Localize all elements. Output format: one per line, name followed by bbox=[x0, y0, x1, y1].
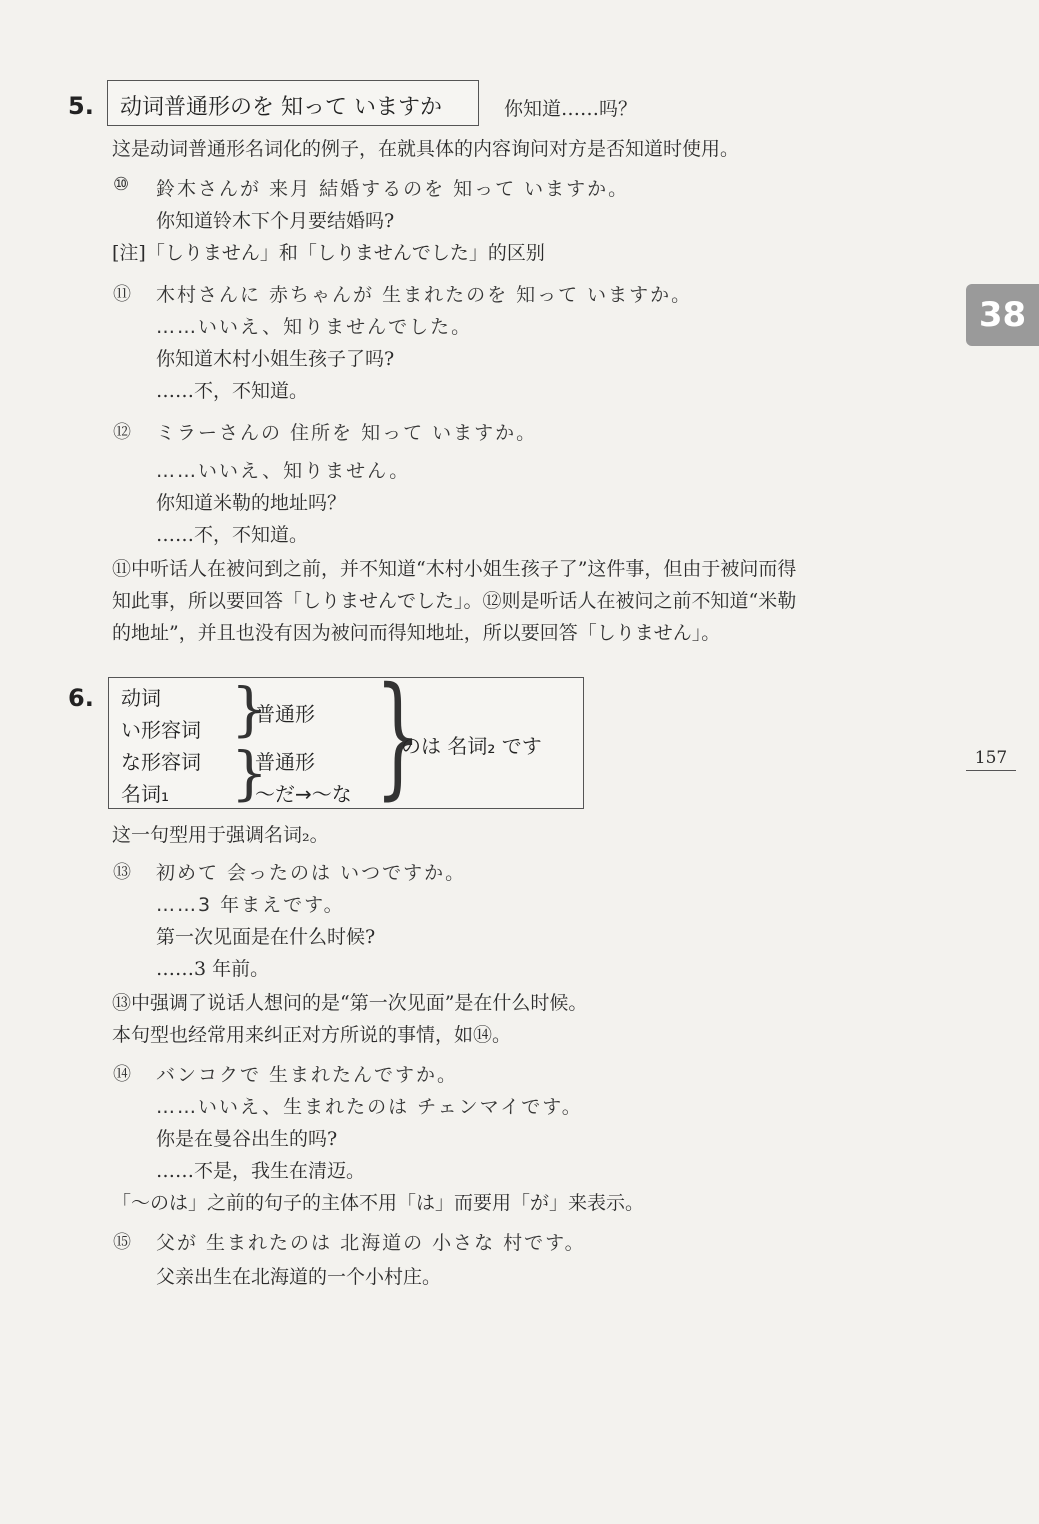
example-11-cn: 你知道木村小姐生孩子了吗? bbox=[156, 348, 395, 370]
brace-upper: } bbox=[231, 675, 268, 743]
example-13-number: ⑬ bbox=[113, 862, 131, 883]
brace-lower: } bbox=[231, 739, 268, 807]
brace-big: } bbox=[375, 659, 422, 813]
example-10-number: ⑩ bbox=[113, 174, 130, 195]
correction-usage-note: 本句型也经常用来纠正对方所说的事情，如⑭。 bbox=[112, 1024, 512, 1046]
example-14-cn-answer: ……不是，我生在清迈。 bbox=[156, 1160, 366, 1182]
section-5-explanation-line-2: 知此事，所以要回答「しりませんでした」。⑫则是听话人在被问之前不知道“米勒 bbox=[112, 590, 797, 612]
grammar-right-pattern: のは 名词₂ です bbox=[401, 734, 542, 758]
section-5-note: [注]「しりません」和「しりませんでした」的区别 bbox=[112, 242, 545, 264]
example-10-jp: 鈴木さんが 来月 結婚するのを 知って いますか。 bbox=[156, 178, 630, 200]
example-13-jp-answer: ……3 年まえです。 bbox=[156, 894, 345, 916]
example-12-cn-answer: ……不，不知道。 bbox=[156, 524, 309, 546]
chapter-tab: 38 bbox=[966, 284, 1039, 346]
example-15-number: ⑮ bbox=[113, 1232, 131, 1253]
grammar-mid-plain-form-2: 普通形 bbox=[255, 750, 315, 774]
example-14-number: ⑭ bbox=[113, 1064, 131, 1085]
section-5-intro: 这是动词普通形名词化的例子，在就具体的内容询问对方是否知道时使用。 bbox=[112, 138, 740, 160]
example-12-number: ⑫ bbox=[113, 422, 131, 443]
grammar-mid-plain-form-1: 普通形 bbox=[255, 702, 315, 726]
section-6-number: 6. bbox=[68, 684, 94, 712]
example-13-cn: 第一次见面是在什么时候? bbox=[156, 926, 376, 948]
grammar-left-noun-1: 名词₁ bbox=[121, 782, 170, 806]
grammar-left-verb: 动词 bbox=[121, 686, 161, 710]
page-number: 157 bbox=[966, 748, 1016, 771]
example-13-jp: 初めて 会ったのは いつですか。 bbox=[156, 862, 467, 884]
grammar-left-na-adjective: な形容词 bbox=[121, 750, 201, 774]
section-5-explanation-line-1: ⑪中听话人在被问到之前，并不知道“木村小姐生孩子了”这件事，但由于被问而得 bbox=[112, 558, 797, 580]
example-11-jp-answer: ……いいえ、知りませんでした。 bbox=[156, 316, 473, 338]
example-12-jp-answer: ……いいえ、知りません。 bbox=[156, 460, 411, 482]
section-5-title-translation: 你知道……吗？ bbox=[504, 98, 638, 120]
section-5-title: 动词普通形のを 知って いますか bbox=[120, 95, 442, 120]
example-14-cn: 你是在曼谷出生的吗? bbox=[156, 1128, 338, 1150]
example-10-cn: 你知道铃木下个月要结婚吗? bbox=[156, 210, 395, 232]
section-5-explanation-line-3: 的地址”，并且也没有因为被问而得知地址，所以要回答「しりません」。 bbox=[112, 622, 721, 644]
example-15-cn: 父亲出生在北海道的一个小村庄。 bbox=[156, 1266, 442, 1288]
example-12-jp: ミラーさんの 住所を 知って いますか。 bbox=[156, 422, 538, 444]
example-11-cn-answer: ……不，不知道。 bbox=[156, 380, 309, 402]
example-11-number: ⑪ bbox=[113, 284, 131, 305]
section-5-number: 5. bbox=[68, 92, 94, 120]
section-6-grammar-box bbox=[108, 659, 584, 813]
example-13-cn-answer: ……3 年前。 bbox=[156, 958, 270, 980]
grammar-left-i-adjective: い形容词 bbox=[121, 718, 201, 742]
example-13-explanation: ⑬中强调了说话人想问的是“第一次见面”是在什么时候。 bbox=[112, 992, 588, 1014]
ga-subject-note: 「～のは」之前的句子的主体不用「は」而要用「が」来表示。 bbox=[112, 1192, 645, 1214]
section-6-intro: 这一句型用于强调名词₂。 bbox=[112, 824, 329, 846]
example-15-jp: 父が 生まれたのは 北海道の 小さな 村です。 bbox=[156, 1232, 586, 1254]
grammar-mid-da-to-na: ～だ→～な bbox=[255, 782, 352, 806]
example-11-jp: 木村さんに 赤ちゃんが 生まれたのを 知って いますか。 bbox=[156, 284, 693, 306]
example-14-jp: バンコクで 生まれたんですか。 bbox=[156, 1064, 459, 1086]
section-5-title-box bbox=[107, 80, 479, 126]
example-14-jp-answer: ……いいえ、生まれたのは チェンマイです。 bbox=[156, 1096, 583, 1118]
example-12-cn: 你知道米勒的地址吗？ bbox=[156, 492, 347, 514]
